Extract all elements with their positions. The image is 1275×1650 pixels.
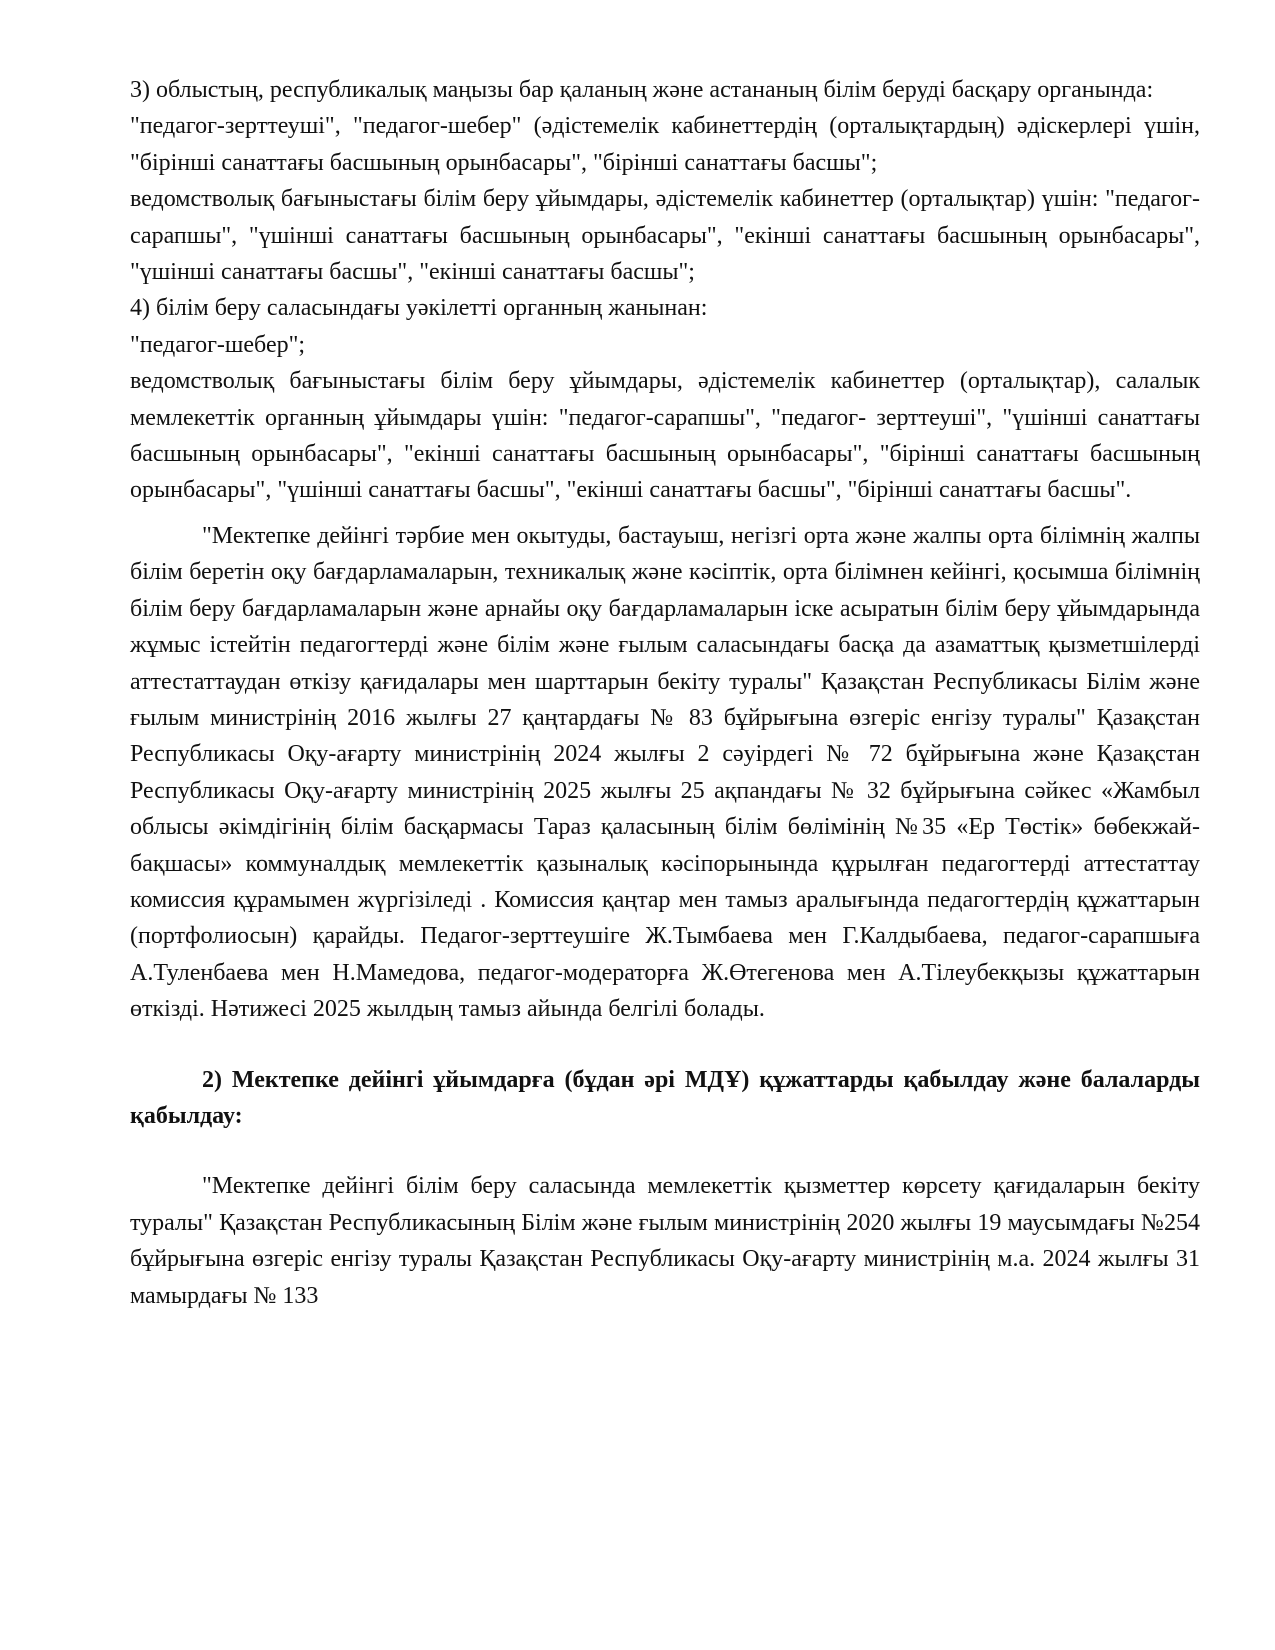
paragraph-admission: "Мектепке дейінгі білім беру саласында мемлекеттік қызметтер көрсету қағидаларын бекіту туралы" Қазақстан Республикасының Білім және ғылым министрінің 2020 жылғы 19 маусымдағы №254 бұйрығына өзгеріс енгізу туралы Қазақстан Республикасы Оқу-ағарту министрінің м.а. 2024 жылғы 31 мамырдағы № 133	[130, 1173, 1200, 1309]
paragraph-item-4: 4) білім беру саласындағы уәкілетті органның жанынан:	[130, 295, 708, 322]
paragraph-roles-regional: "педагог-зерттеуші", "педагог-шебер" (әдістемелік кабинеттердің (орталықтардың) әдіскерлері үшін, "бірінші санаттағы басшының орынбасары", "бірінші санаттағы басшы";	[130, 113, 1200, 176]
section-heading: 2) Мектепке дейінгі ұйымдарға (бұдан әрі МДҰ) құжаттарды қабылдау және балаларды қабылдау:	[130, 1066, 1200, 1129]
paragraph-roles-sectoral: ведомстволық бағыныстағы білім беру ұйымдары, әдістемелік кабинеттер (орталықтар), салалык мемлекеттік органның ұйымдары үшін: "педагог-сарапшы", "педагог- зерттеуші", "үшінші санаттағы басшының орынбасары", "екінші санаттағы басшының орынбасары", "бірінші санаттағы басшының орынбасары", "үшінші санаттағы басшы", "екінші санаттағы басшы", "бірінші санаттағы басшы".	[130, 368, 1200, 504]
document-page	[130, 72, 1200, 1314]
paragraph-item-3: 3) облыстың, республикалық маңызы бар қаланың және астананың білім беруді басқару органында:	[130, 77, 1154, 103]
paragraph-roles-subordinate: ведомстволық бағыныстағы білім беру ұйымдары, әдістемелік кабинеттер (орталықтар) үшін: "педагог-сарапшы", "үшінші санаттағы басшының орынбасары", "екінші санаттағы басшының орынбасары", "үшінші санаттағы басшы", "екінші санаттағы басшы";	[130, 186, 1200, 286]
paragraph-role-master: "педагог-шебер";	[130, 331, 306, 358]
paragraph-attestation: "Мектепке дейінгі тәрбие мен окытуды, бастауыш, негізгі орта және жалпы орта білімнің жалпы білім беретін оқу бағдарламаларын, техникалық және кәсіптік, орта білімнен кейінгі, қосымша білімнің білім беру бағдарламаларын және арнайы оқу бағдарламаларын іске асыратын білім беру ұйымдарында жұмыс істейтін педагогтерді және білім және ғылым саласындағы басқа да азаматтық қызметшілерді аттестаттаудан өткізу қағидалары мен шарттарын бекіту туралы" Қазақстан Республикасы Білім және ғылым министрінің 2016 жылғы 27 қаңтардағы № 83 бұйрығына өзгеріс енгізу туралы" Қазақстан Республикасы Оқу-ағарту министрінің 2024 жылғы 2 сәуірдегі № 72 бұйрығына және Қазақстан Республикасы Оқу-ағарту министрінің 2025 жылғы 25 ақпандағы № 32 бұйрығына сәйкес «Жамбыл облысы әкімдігінің білім басқармасы Тараз қаласының білім бөлімінің №35 «Ер Төстік» бөбекжай-бақшасы» коммуналдық мемлекеттік қазыналық кәсіпорынында құрылған педагогтерді аттестаттау комиссия құрамымен жүргізіледі . Комиссия қаңтар мен тамыз аралығында педагогтердің құжаттарын (портфолиосын) қарайды. Педагог-зерттеушіге Ж.Тымбаева мен Г.Калдыбаева, педагог-сарапшыға А.Туленбаева мен Н.Мамедова, педагог-модераторға Ж.Өтегенова мен А.Тілеубекқызы құжаттарын өткізді. Нәтижесі 2025 жылдың тамыз айында белгілі болады.	[130, 522, 1200, 1023]
